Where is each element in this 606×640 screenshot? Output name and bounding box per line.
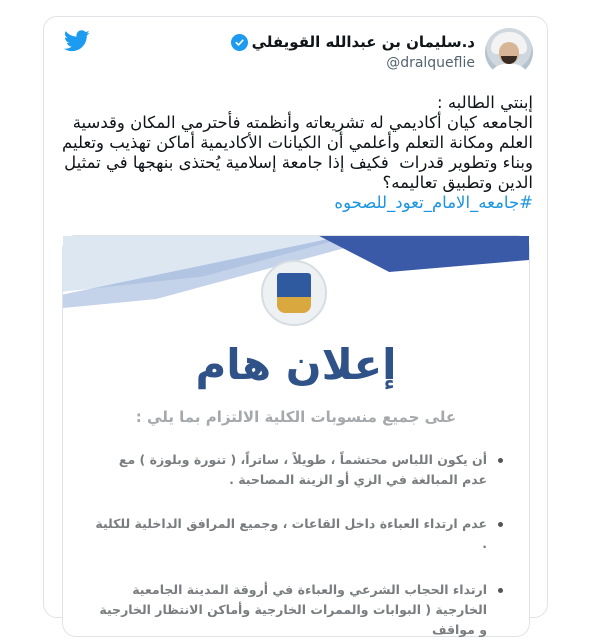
notice-bullet: عدم ارتداء العباءة داخل القاعات ، وجميع المرافق الداخلية للكلية . (93, 514, 503, 554)
university-emblem-icon (261, 260, 327, 326)
display-name[interactable]: د.سليمان بن عبدالله القويفلي (251, 33, 475, 51)
tweet-text (58, 93, 533, 213)
verified-badge-icon (231, 34, 248, 51)
user-handle[interactable]: @dralqueflie (386, 55, 475, 71)
notice-bullets (93, 450, 503, 640)
notice-bullet: ارتداء الحجاب الشرعي والعباءة في أروقة المدينة الجامعية الخارجية ( البوابات والممرات الخارجية وأماكن الانتظار الخارجية و مواقف (93, 580, 503, 640)
notice-subtitle: على جميع منسوبات الكلية الالتزام بما يلي : (135, 408, 457, 426)
avatar[interactable] (485, 28, 533, 76)
hashtag-link[interactable]: #جامعه_الامام_تعود_للصحوه (334, 193, 533, 212)
tweet-header (44, 17, 547, 87)
tweet-media-image[interactable] (62, 235, 530, 637)
author-name-row[interactable] (231, 33, 475, 51)
notice-title: إعلان هام (195, 340, 397, 389)
notice-bullet: أن يكون اللباس محتشماً ، طويلاً ، ساتراً، ( تنورة وبلوزة ) مع عدم المبالغة في الزي أو الزينة المصاحبة . (93, 450, 503, 490)
tweet-card[interactable] (43, 16, 548, 637)
twitter-bird-icon[interactable] (64, 30, 90, 52)
tweet-body: إبنتي الطالبه : الجامعه كيان أكاديمي له تشريعاته وأنظمته فأحترمي المكان وقدسية العلم ومكانة التعلم وأعلمي أن الكيانات الأكاديمية أماكن تهذيب وتعليم وبناء وتطوير قدرات فكيف إذا جامعة إسلامية يُحتذى بنهجها في تمثيل الدين وتطبيق تعاليمه؟ (62, 93, 533, 192)
